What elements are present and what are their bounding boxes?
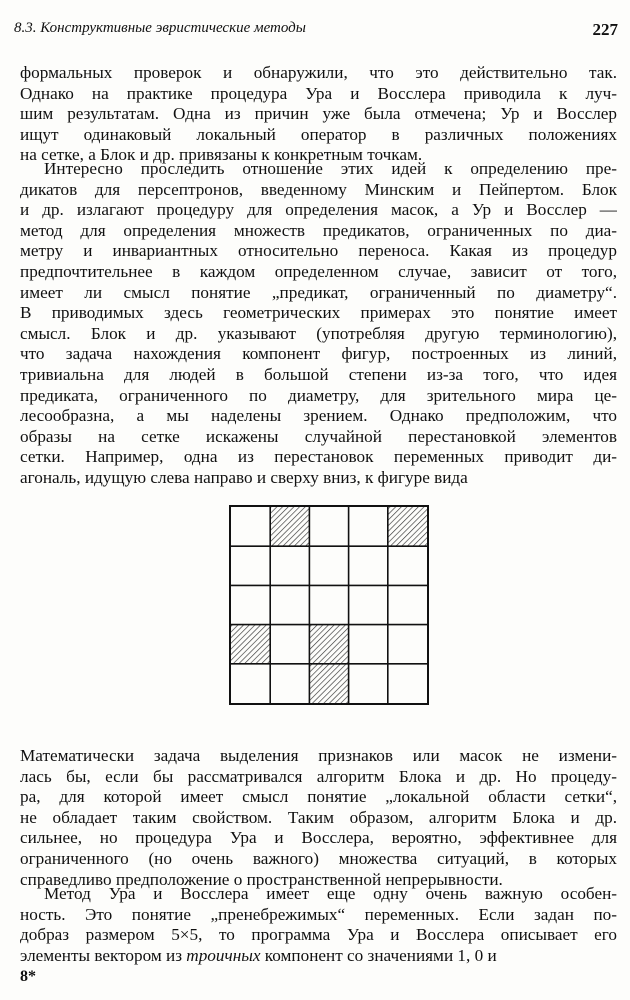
text-line: добраз размером 5×5, то программа Ура и Восслера описывает его xyxy=(20,925,617,945)
text-line: Математически задача выделения признаков или масок не измени- xyxy=(20,746,617,765)
paragraph-2 xyxy=(20,159,617,489)
text-line: лась бы, если бы рассматривался алгоритм Блока и др. Но процеду- xyxy=(20,766,617,786)
permuted-grid-figure xyxy=(229,505,429,705)
text-line: имеет ли смысл понятие „предикат, ограниченный по диаметру“. xyxy=(20,282,617,302)
text-line: агональ, идущую слева направо и сверху вниз, к фигуре вида xyxy=(20,467,468,487)
hatched-cell xyxy=(309,625,348,664)
text-line: и др. излагают процедуру для определения масок, а Ур и Восслер — xyxy=(20,200,617,220)
hatched-cell xyxy=(309,664,348,703)
text-line: образы на сетке искажены случайной перестановкой элементов xyxy=(20,426,617,446)
text-line: ность. Это понятие „пренебрежимых“ переменных. Если задан по- xyxy=(20,904,617,924)
text-line: справедливо предположение о пространственной непрерывности. xyxy=(20,869,503,889)
hatched-cell xyxy=(270,507,309,546)
text-line: не обладает таким свойством. Таким образом, алгоритм Блока и др. xyxy=(20,807,617,827)
printer-signature: 8* xyxy=(20,968,36,985)
text-line: предиката, ограниченного по диаметру, для зрительного мира це- xyxy=(20,385,617,405)
text-line: метод для определения множеств предикатов, ограниченных по диа- xyxy=(20,220,617,240)
running-head xyxy=(14,20,618,42)
section-title: 8.3. Конструктивные эвристические методы xyxy=(14,20,306,36)
hatched-cell xyxy=(388,507,427,546)
text-line: ищут одинаковый локальный оператор в различных положениях xyxy=(20,124,617,144)
paragraph-3 xyxy=(20,746,617,890)
text-line: Метод Ура и Восслера имеет еще одну очень важную особен- xyxy=(44,884,617,903)
text-line: Однако на практике процедура Ура и Восслера приводила к луч- xyxy=(20,83,617,103)
text-line: ра, для которой имеет смысл понятие „локальной области сетки“, xyxy=(20,787,617,807)
text-line: формальных проверок и обнаружили, что это действительно так. xyxy=(20,63,617,82)
text-line: В приводимых здесь геометрических примерах это понятие имеет xyxy=(20,303,617,323)
paragraph-4 xyxy=(20,884,617,966)
text-line: смысл. Блок и др. указывают (употребляя другую терминологию), xyxy=(20,323,617,343)
text-line: сильнее, но процедура Ура и Восслера, вероятно, эффективнее для xyxy=(20,828,617,848)
text-line: тривиальна для людей в большой степени из-за того, что идея xyxy=(20,364,617,384)
text-line: шим результатам. Одна из причин уже была отмечена; Ур и Восслер xyxy=(20,104,617,124)
text-line: дикатов для персептронов, введенному Минским и Пейпертом. Блок xyxy=(20,179,617,199)
text-line: Интересно проследить отношение этих идей к определению пре- xyxy=(44,159,617,178)
grid-svg xyxy=(231,507,427,703)
text-line: ограниченного (но очень важного) множества ситуаций, в которых xyxy=(20,848,617,868)
page-number: 227 xyxy=(592,20,618,39)
hatched-cell xyxy=(231,625,270,664)
text-line: метру и инвариантных относительно переноса. Какая из процедур xyxy=(20,241,617,261)
text-line: на сетке, а Блок и др. привязаны к конкретным точкам. xyxy=(20,145,423,165)
text-line: элементы вектором из троичных компонент со значениями 1, 0 и xyxy=(20,945,497,965)
text-line: лесообразна, а мы наделены зрением. Однако предположим, что xyxy=(20,406,617,426)
text-line: предпочтительнее в каждом определенном случае, зависит от того, xyxy=(20,261,617,281)
text-line: что задача нахождения компонент фигур, построенных из линий, xyxy=(20,344,617,364)
paragraph-1 xyxy=(20,63,617,166)
text-line: сетки. Например, одна из перестановок переменных приводит ди- xyxy=(20,447,617,467)
